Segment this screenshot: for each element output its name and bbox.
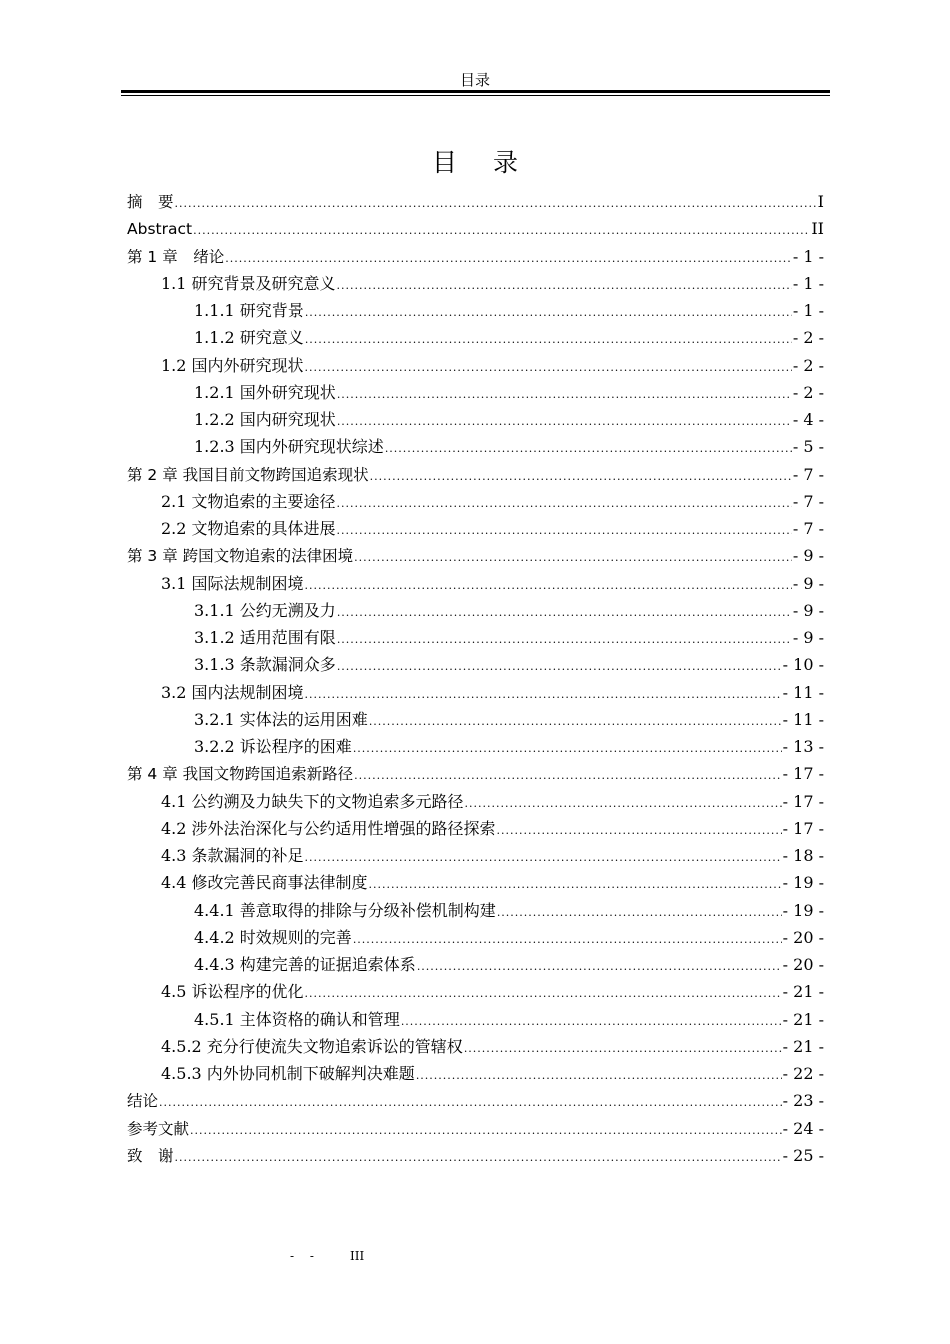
- toc-dot-leader: [175, 190, 817, 217]
- toc-entry-label: 1.2.3 国内外研究现状综述: [194, 437, 384, 457]
- toc-dot-leader: [401, 1008, 782, 1035]
- toc-entry-label: 第 3 章 跨国文物追索的法律困境: [127, 547, 354, 566]
- toc-entry[interactable]: [127, 379, 824, 406]
- toc-entry-page: - 7 -: [792, 519, 824, 538]
- toc-entry-page: - 9 -: [792, 573, 824, 593]
- toc-entry-label: 结论: [127, 1092, 159, 1111]
- toc-entry-label: 致 谢: [127, 1146, 174, 1165]
- toc-entry[interactable]: [127, 869, 824, 896]
- toc-dot-leader: [337, 599, 792, 626]
- toc-entry[interactable]: [127, 978, 824, 1005]
- toc-entry-label: 摘 要: [127, 193, 174, 211]
- toc-dot-leader: [337, 272, 792, 299]
- toc-entry-label: 3.1.2 适用范围有限: [194, 628, 336, 647]
- toc-entry[interactable]: [127, 706, 824, 733]
- toc-dot-leader: [497, 899, 782, 926]
- toc-entry[interactable]: [127, 1033, 824, 1060]
- toc-entry[interactable]: [127, 542, 824, 569]
- toc-entry-label: 4.2 涉外法治深化与公约适用性增强的路径探索: [161, 818, 496, 838]
- toc-entry[interactable]: [127, 951, 824, 978]
- toc-dot-leader: [354, 544, 792, 571]
- toc-entry-label: 1.2.2 国内研究现状: [194, 410, 336, 429]
- toc-entry[interactable]: [127, 188, 824, 215]
- table-of-contents: [127, 188, 824, 1169]
- toc-entry[interactable]: [127, 760, 824, 787]
- toc-entry[interactable]: [127, 597, 824, 624]
- header-rule: [121, 90, 830, 96]
- toc-entry-label: 3.2 国内法规制困境: [161, 682, 304, 702]
- toc-entry-page: - 11 -: [782, 709, 824, 729]
- toc-entry[interactable]: [127, 215, 824, 242]
- toc-dot-leader: [159, 1089, 782, 1116]
- toc-entry-page: - 7 -: [792, 491, 824, 511]
- toc-entry-label: 1.1 研究背景及研究意义: [161, 273, 336, 293]
- toc-entry[interactable]: [127, 679, 824, 706]
- toc-dot-leader: [353, 926, 782, 953]
- toc-entry[interactable]: [127, 570, 824, 597]
- running-header: 目录: [459, 71, 490, 89]
- toc-entry[interactable]: [127, 1087, 824, 1114]
- toc-dot-leader: [305, 299, 792, 326]
- toc-entry-label: 4.4 修改完善民商事法律制度: [161, 873, 368, 893]
- toc-dot-leader: [337, 517, 792, 544]
- toc-entry[interactable]: [127, 406, 824, 433]
- toc-entry-page: - 4 -: [792, 410, 824, 429]
- toc-entry-page: - 2 -: [792, 328, 824, 348]
- toc-dot-leader: [337, 653, 782, 680]
- toc-entry-page: - 23 -: [782, 1091, 824, 1111]
- toc-entry[interactable]: [127, 1142, 824, 1169]
- toc-entry-page: - 19 -: [782, 873, 824, 893]
- toc-entry-page: - 20 -: [782, 955, 824, 974]
- toc-entry-page: - 21 -: [782, 982, 824, 1002]
- toc-entry[interactable]: [127, 924, 824, 951]
- toc-entry-label: 1.2 国内外研究现状: [161, 355, 304, 375]
- toc-dot-leader: [464, 1035, 782, 1062]
- toc-entry-page: - 25 -: [782, 1145, 824, 1165]
- toc-entry-label: 4.4.1 善意取得的排除与分级补偿机制构建: [194, 900, 496, 920]
- toc-entry-label: 3.2.1 实体法的运用困难: [194, 709, 368, 729]
- toc-entry-label: 3.1 国际法规制困境: [161, 573, 304, 593]
- toc-dot-leader: [305, 681, 782, 708]
- toc-dot-leader: [305, 572, 792, 599]
- toc-entry-page: II: [811, 219, 824, 239]
- toc-dot-leader: [305, 844, 782, 871]
- toc-entry-label: 3.1.1 公约无溯及力: [194, 600, 336, 620]
- toc-entry-label: Abstract: [127, 220, 193, 239]
- toc-entry-label: 2.2 文物追索的具体进展: [161, 519, 336, 538]
- toc-dot-leader: [416, 1062, 782, 1089]
- toc-dot-leader: [305, 354, 792, 381]
- toc-entry-page: - 2 -: [792, 382, 824, 402]
- toc-entry-label: 4.3 条款漏洞的补足: [161, 846, 304, 865]
- toc-entry-label: 4.5.2 充分行使流失文物追索诉讼的管辖权: [161, 1036, 463, 1056]
- toc-entry-page: - 2 -: [792, 355, 824, 375]
- toc-title: 目 录: [432, 148, 532, 177]
- toc-entry-label: 第 2 章 我国目前文物跨国追索现状: [127, 465, 369, 484]
- toc-entry-page: - 19 -: [782, 900, 824, 920]
- toc-dot-leader: [175, 1144, 782, 1171]
- toc-dot-leader: [465, 790, 782, 817]
- toc-entry[interactable]: [127, 461, 824, 488]
- toc-entry-label: 4.4.3 构建完善的证据追索体系: [194, 955, 416, 974]
- footer-dashes: - -: [290, 1249, 320, 1263]
- toc-entry-label: 3.1.3 条款漏洞众多: [194, 655, 336, 675]
- toc-entry-page: - 21 -: [782, 1009, 824, 1029]
- toc-entry-page: - 11 -: [782, 682, 824, 702]
- toc-entry[interactable]: [127, 897, 824, 924]
- toc-dot-leader: [337, 408, 792, 435]
- toc-entry-label: 1.1.1 研究背景: [194, 301, 304, 320]
- toc-entry-page: - 1 -: [792, 301, 824, 320]
- toc-entry-page: - 18 -: [782, 846, 824, 865]
- toc-entry-page: - 9 -: [792, 628, 824, 647]
- toc-dot-leader: [369, 871, 782, 898]
- toc-dot-leader: [417, 953, 782, 980]
- toc-entry[interactable]: [127, 624, 824, 651]
- toc-dot-leader: [354, 762, 782, 789]
- toc-entry-page: - 7 -: [792, 464, 824, 484]
- toc-entry-page: - 13 -: [782, 737, 824, 756]
- toc-entry-page: - 17 -: [782, 791, 824, 811]
- toc-entry[interactable]: [127, 352, 824, 379]
- toc-dot-leader: [370, 463, 792, 490]
- toc-entry-page: - 20 -: [782, 927, 824, 947]
- toc-entry-page: - 17 -: [782, 764, 824, 784]
- toc-entry-page: - 17 -: [782, 818, 824, 838]
- toc-entry[interactable]: [127, 788, 824, 815]
- toc-entry-label: 第 4 章 我国文物跨国追索新路径: [127, 765, 354, 784]
- toc-entry[interactable]: [127, 733, 824, 760]
- toc-entry[interactable]: [127, 488, 824, 515]
- toc-entry[interactable]: [127, 1060, 824, 1087]
- toc-entry[interactable]: [127, 842, 824, 869]
- toc-dot-leader: [337, 490, 792, 517]
- toc-entry[interactable]: [127, 297, 824, 324]
- toc-entry-page: - 24 -: [782, 1118, 824, 1138]
- toc-dot-leader: [337, 381, 792, 408]
- toc-dot-leader: [353, 735, 782, 762]
- toc-entry-label: 4.5.1 主体资格的确认和管理: [194, 1009, 400, 1029]
- toc-dot-leader: [369, 708, 782, 735]
- toc-entry[interactable]: [127, 515, 824, 542]
- toc-entry-label: 4.5.3 内外协同机制下破解判决难题: [161, 1064, 415, 1083]
- toc-entry[interactable]: [127, 324, 824, 351]
- page-footer: [290, 1249, 364, 1263]
- toc-entry-label: 参考文献: [127, 1119, 190, 1138]
- toc-entry-label: 1.1.2 研究意义: [194, 328, 304, 348]
- toc-entry-page: - 1 -: [792, 246, 824, 266]
- toc-entry-label: 1.2.1 国外研究现状: [194, 382, 336, 402]
- toc-entry[interactable]: [127, 243, 824, 270]
- toc-entry-page: - 9 -: [792, 600, 824, 620]
- footer-page-number: III: [350, 1249, 365, 1263]
- toc-entry[interactable]: [127, 270, 824, 297]
- toc-entry-label: 4.5 诉讼程序的优化: [161, 982, 304, 1002]
- toc-entry-page: - 10 -: [782, 655, 824, 675]
- toc-entry[interactable]: [127, 433, 824, 460]
- toc-dot-leader: [337, 626, 792, 653]
- toc-entry[interactable]: [127, 815, 824, 842]
- toc-entry[interactable]: [127, 1115, 824, 1142]
- toc-dot-leader: [385, 435, 792, 462]
- toc-dot-leader: [190, 1117, 782, 1144]
- toc-entry-page: - 21 -: [782, 1036, 824, 1056]
- toc-entry-label: 2.1 文物追索的主要途径: [161, 491, 336, 511]
- toc-dot-leader: [305, 980, 782, 1007]
- toc-entry-page: - 5 -: [792, 437, 824, 457]
- toc-entry[interactable]: [127, 1006, 824, 1033]
- toc-entry-page: - 1 -: [792, 273, 824, 293]
- toc-entry-label: 4.4.2 时效规则的完善: [194, 927, 352, 947]
- toc-dot-leader: [225, 245, 792, 272]
- toc-entry-label: 4.1 公约溯及力缺失下的文物追索多元路径: [161, 791, 464, 811]
- toc-entry-page: - 22 -: [782, 1064, 824, 1083]
- toc-dot-leader: [305, 326, 792, 353]
- toc-entry-page: I: [817, 192, 824, 211]
- toc-entry-label: 3.2.2 诉讼程序的困难: [194, 737, 352, 756]
- toc-dot-leader: [497, 817, 782, 844]
- toc-entry-page: - 9 -: [792, 546, 824, 566]
- toc-entry-label: 第 1 章 绪论: [127, 247, 225, 266]
- toc-dot-leader: [193, 217, 810, 244]
- toc-entry[interactable]: [127, 651, 824, 678]
